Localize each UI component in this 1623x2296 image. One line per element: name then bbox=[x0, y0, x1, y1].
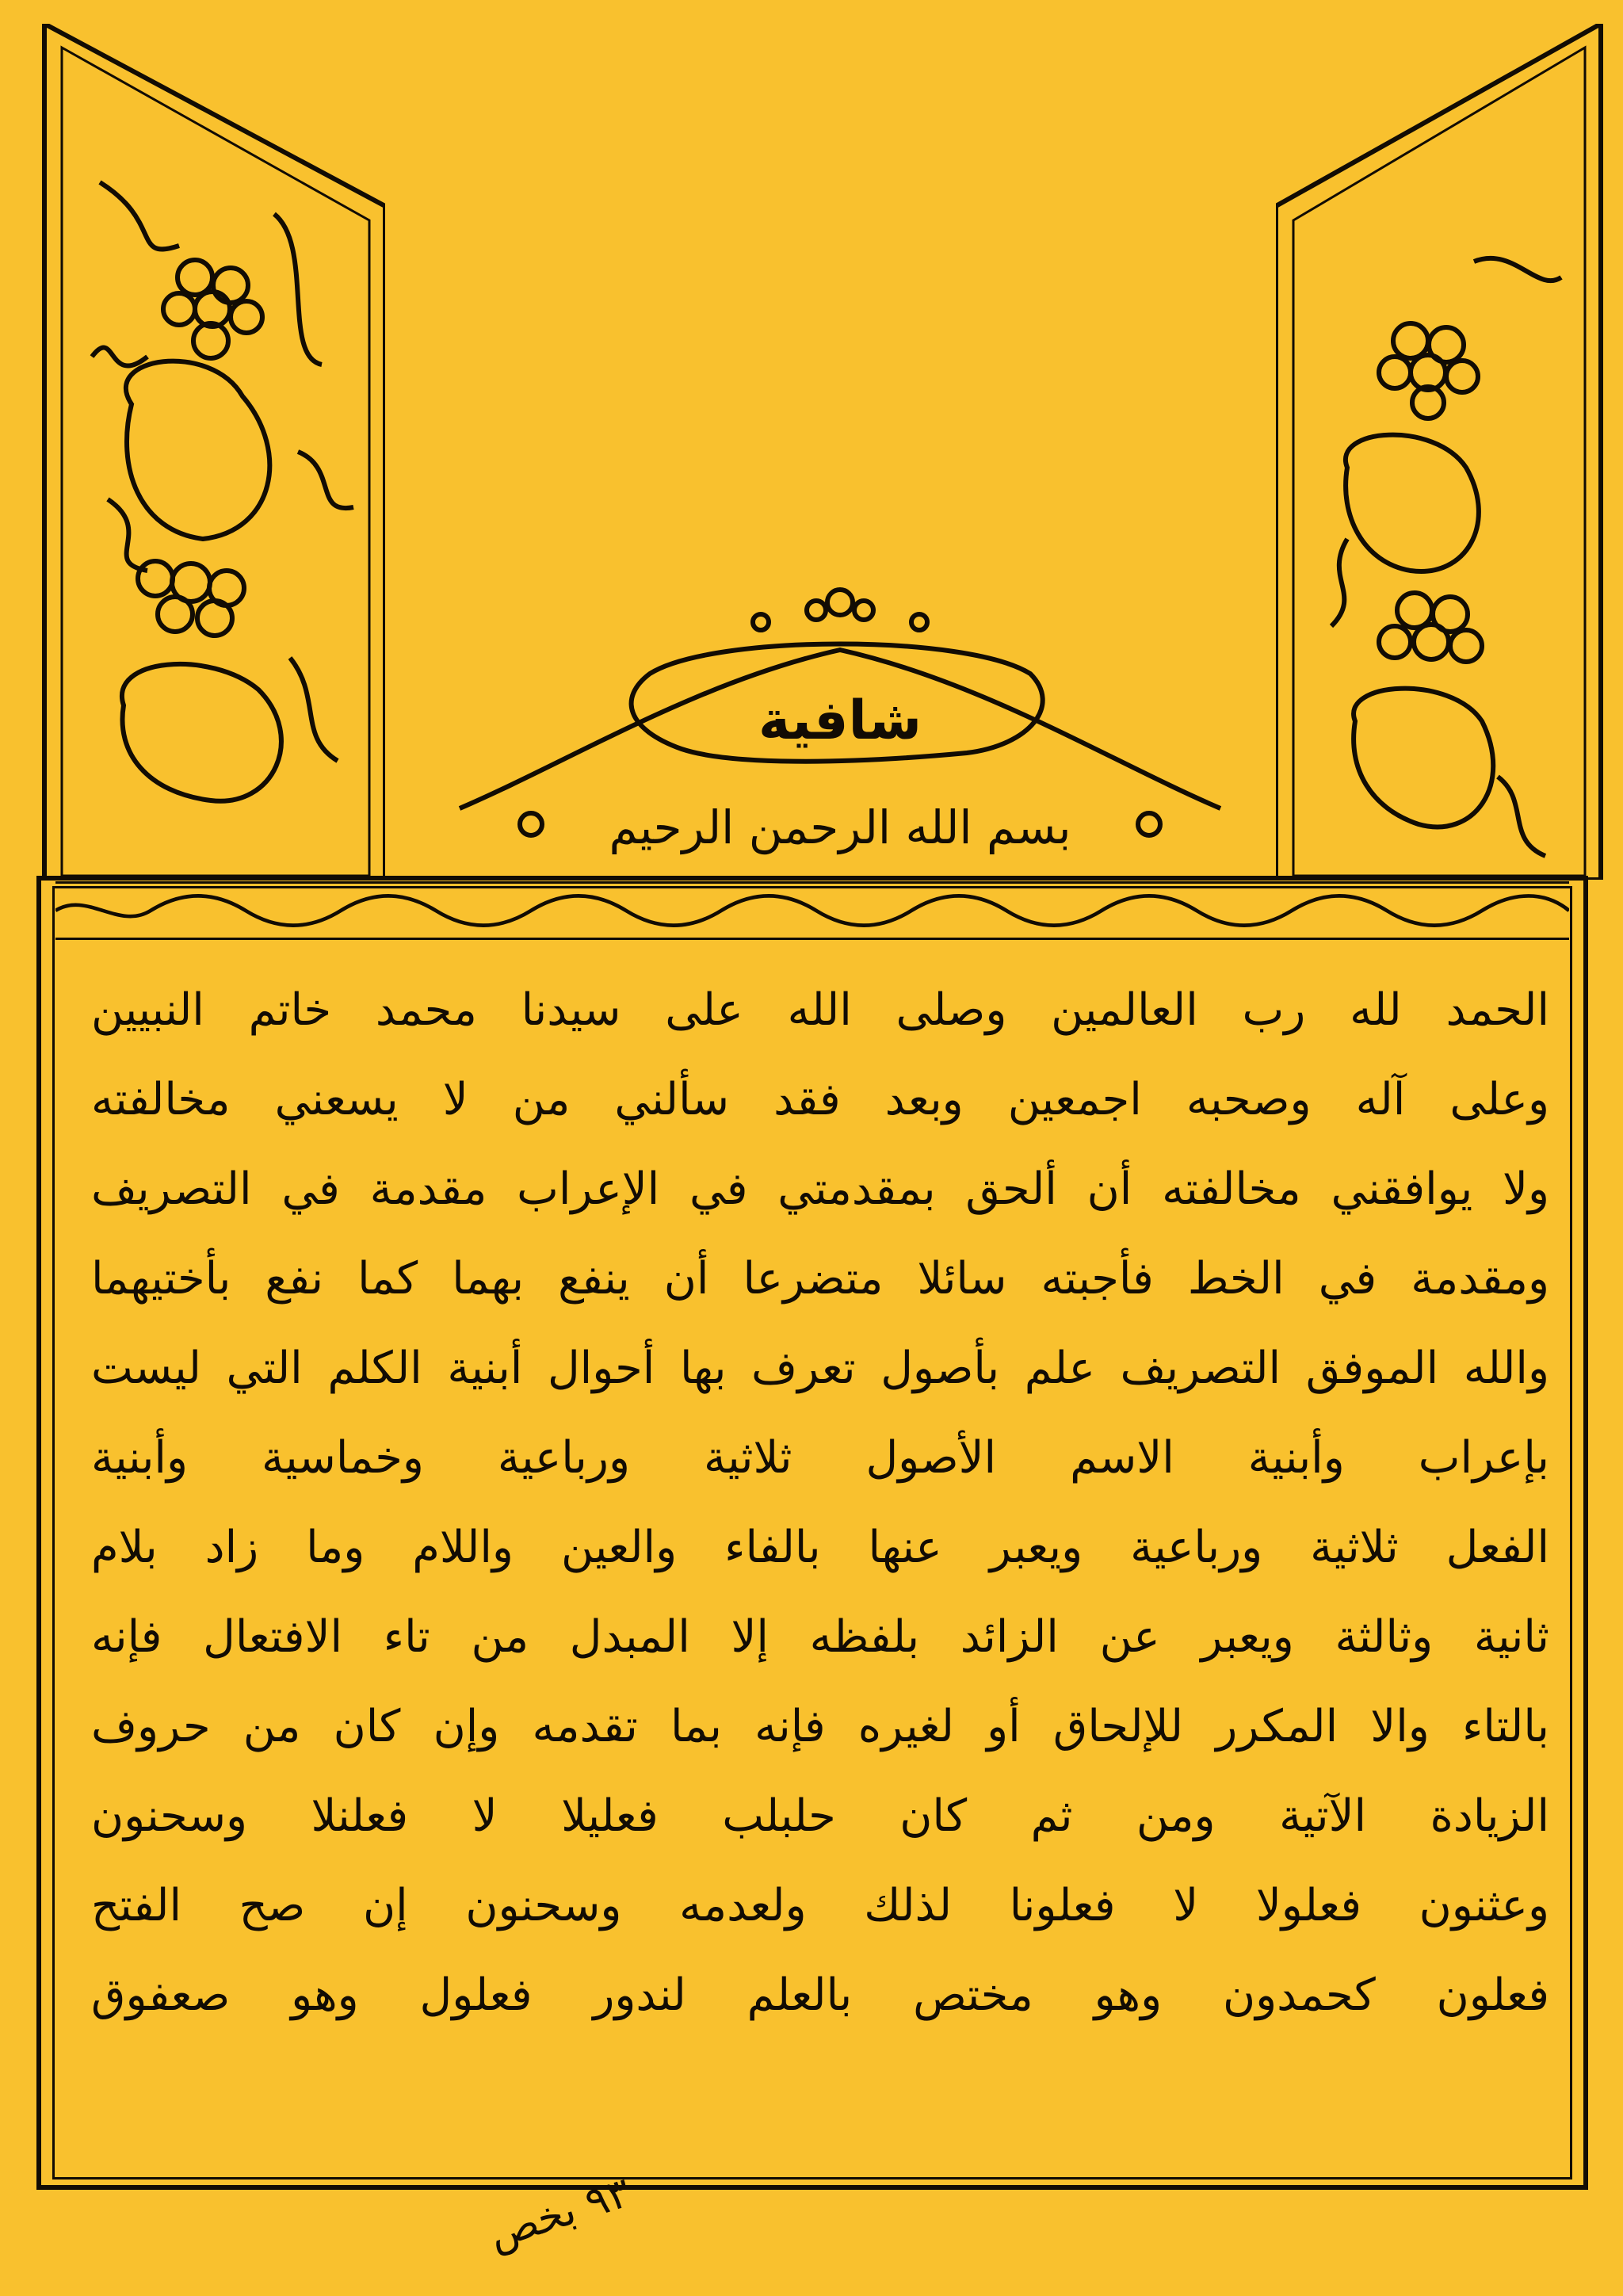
vine-leaf-icon bbox=[1354, 689, 1493, 827]
folio-note: ٩٣ بخص bbox=[483, 2168, 636, 2260]
text-line: الحمد لله رب العالمين وصلى الله على سيدنا محمد خاتم النبيين bbox=[91, 984, 1549, 1036]
basmala-line: بسم الله الرحمن الرحيم bbox=[609, 800, 1071, 854]
manuscript-title: شافية bbox=[758, 690, 922, 752]
text-line: ولا يوافقني مخالفته أن ألحق بمقدمتي في الإعراب مقدمة في التصريف bbox=[91, 1163, 1549, 1215]
text-line: وعلى آله وصحبه اجمعين وبعد فقد سألني من لا يسعني مخالفته bbox=[91, 1074, 1549, 1125]
manuscript-text-block bbox=[91, 965, 1549, 2040]
vine-leaf-icon bbox=[122, 664, 281, 801]
text-line: ومقدمة في الخط فأجبته سائلا متضرعا أن ينفع بهما كما نفع بأختيهما bbox=[91, 1253, 1549, 1305]
right-floral-panel bbox=[1276, 24, 1623, 880]
vine-leaf-icon bbox=[126, 361, 269, 539]
grape-cluster-icon bbox=[1379, 323, 1482, 662]
text-line: ثانية وثالثة ويعبر عن الزائد بلفظه إلا المبدل من تاء الافتعال فإنه bbox=[91, 1611, 1549, 1663]
vine-leaf-icon bbox=[1346, 435, 1479, 571]
text-line: فعلون كحمدون وهو مختص بالعلم لندور فعلول وهو صعفوق bbox=[91, 1969, 1549, 2021]
left-floral-panel bbox=[36, 24, 385, 880]
text-line: الفعل ثلاثية ورباعية ويعبر عنها بالفاء والعين واللام وما زاد بلام bbox=[91, 1522, 1549, 1573]
ornamental-band bbox=[55, 881, 1569, 940]
text-line: وعثنون فعلولا لا فعلونا لذلك ولعدمه وسحنون إن صح الفتح bbox=[91, 1880, 1549, 1931]
text-line: بالتاء والا المكرر للإلحاق أو لغيره فإنه بما تقدمه وإن كان من حروف bbox=[91, 1701, 1549, 1752]
grape-cluster-icon bbox=[138, 260, 262, 636]
text-line: بإعراب وأبنية الاسم الأصول ثلاثية ورباعية وخماسية وأبنية bbox=[91, 1432, 1549, 1484]
text-line: الزيادة الآتية ومن ثم كان حلبلب فعليلا لا فعلنلا وسحنون bbox=[91, 1790, 1549, 1842]
text-line: والله الموفق التصريف علم بأصول تعرف بها أحوال أبنية الكلم التي ليست bbox=[91, 1343, 1549, 1394]
